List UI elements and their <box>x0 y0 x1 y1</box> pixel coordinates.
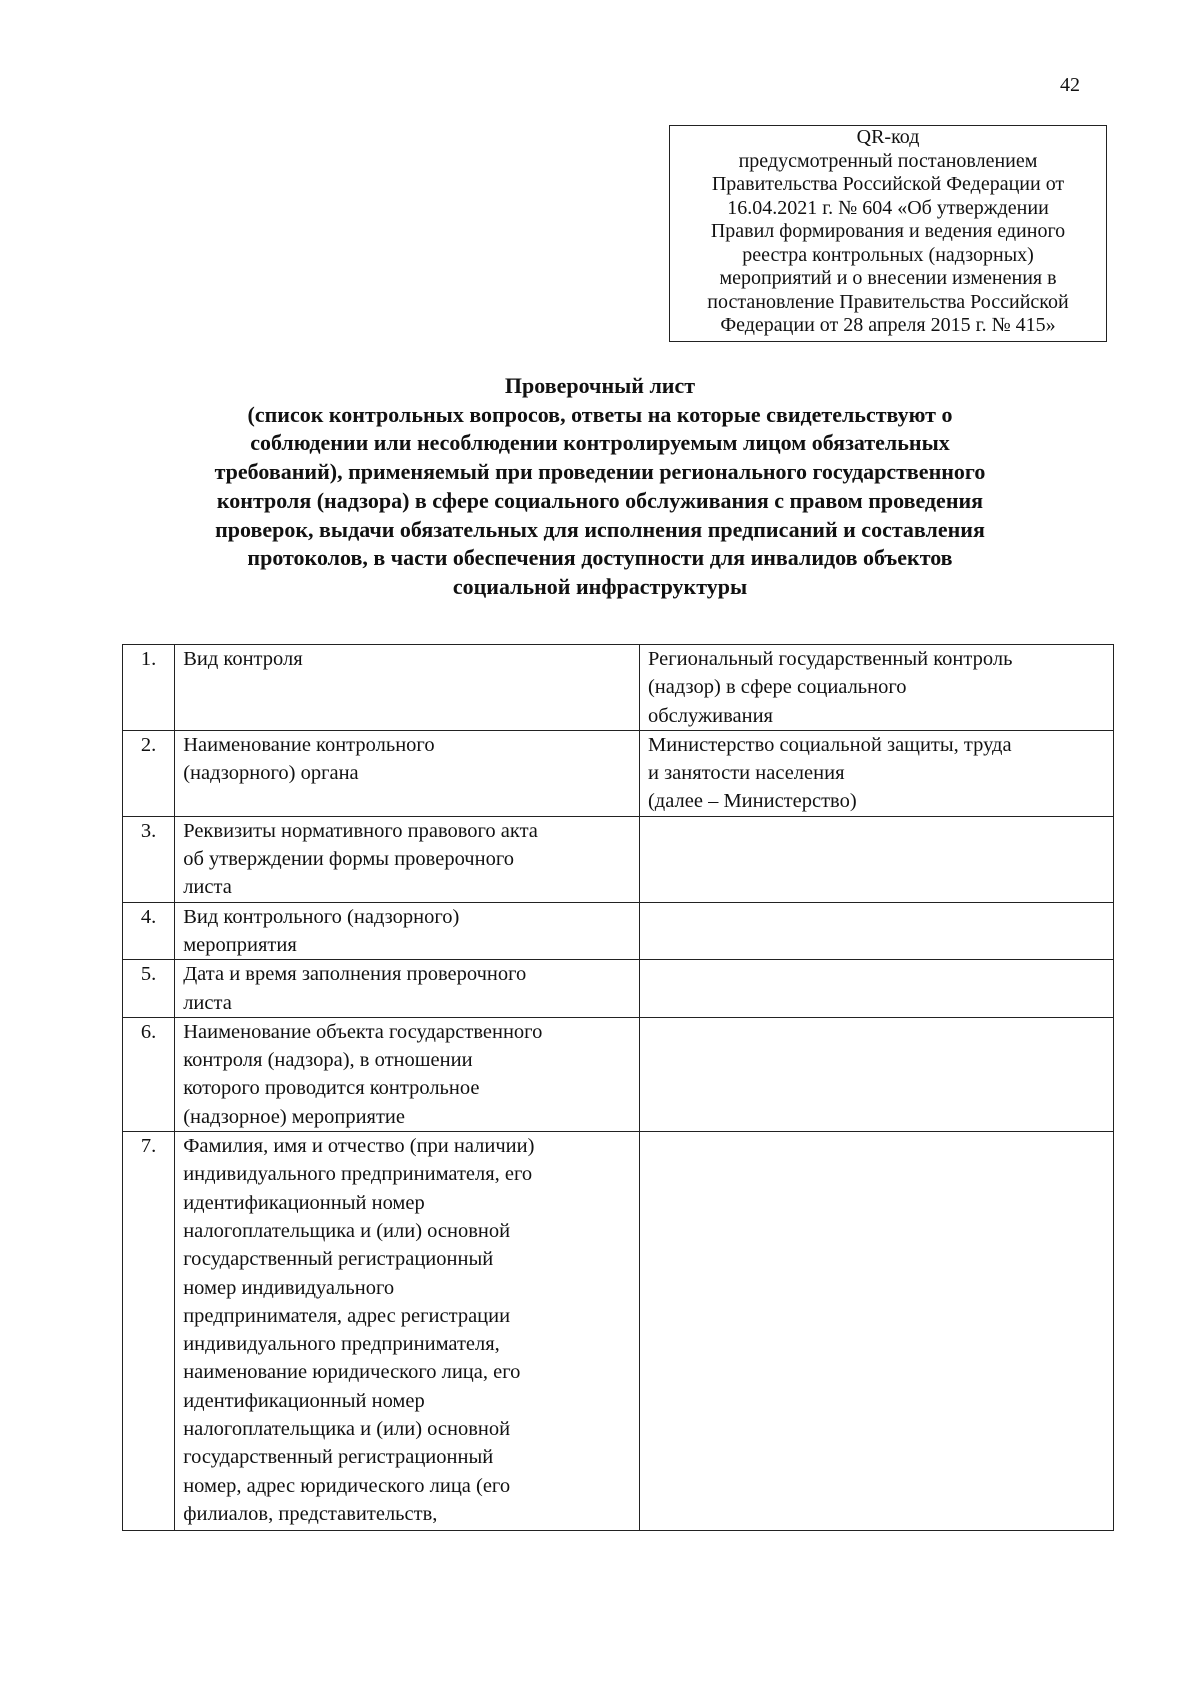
table-row <box>123 960 1114 1018</box>
row-label-line: Фамилия, имя и отчество (при наличии) <box>183 1135 535 1158</box>
row-value-line: (надзор) в сфере социального <box>647 676 907 699</box>
qr-box-line: предусмотренный постановлением <box>738 149 1038 172</box>
row-label-line: индивидуального предпринимателя, <box>183 1333 500 1356</box>
row-label-line: мероприятия <box>183 933 297 956</box>
qr-box-line: Правительства Российской Федерации от <box>711 173 1065 195</box>
table-row <box>123 645 1114 731</box>
row-number: 6. <box>123 1017 175 1131</box>
row-label-line: листа <box>183 876 232 899</box>
row-value <box>639 730 1113 816</box>
row-label-line: Вид контрольного (надзорного) <box>183 905 460 928</box>
qr-box-line: Правил формирования и ведения единого <box>710 220 1066 242</box>
row-label-line: государственный регистрационный <box>183 1446 494 1469</box>
qr-box-line: мероприятий и о внесении изменения в <box>719 267 1057 289</box>
qr-code-placeholder-box <box>669 125 1107 342</box>
row-number: 3. <box>123 816 175 902</box>
row-value-line: и занятости населения <box>647 762 845 785</box>
title-line: (список контрольных вопросов, ответы на которые свидетельствуют о <box>247 401 953 427</box>
row-value-line: обслуживания <box>647 704 773 727</box>
row-value <box>639 816 1113 902</box>
title-line: проверок, выдачи обязательных для исполнения предписаний и составления <box>215 516 985 542</box>
title-line: контроля (надзора) в сфере социального обслуживания с правом проведения <box>216 487 984 513</box>
title-line: требований), применяемый при проведении регионального государственного <box>214 459 986 485</box>
row-value <box>639 902 1113 960</box>
table-row <box>123 1017 1114 1131</box>
row-label-line: об утверждении формы проверочного <box>183 848 514 871</box>
row-value-line: Министерство социальной защиты, труда <box>647 733 1012 756</box>
row-label-line: листа <box>183 991 232 1014</box>
row-label-line: (надзорное) мероприятие <box>183 1105 405 1128</box>
row-value-line: Региональный государственный контроль <box>647 648 1013 670</box>
table-row <box>123 730 1114 816</box>
row-label-line: государственный регистрационный <box>183 1248 494 1271</box>
row-label-line: которого проводится контрольное <box>183 1077 480 1100</box>
row-number: 5. <box>123 960 175 1018</box>
row-label-line: налогоплательщика и (или) основной <box>183 1418 511 1441</box>
row-label <box>175 1017 640 1131</box>
row-number: 4. <box>123 902 175 960</box>
row-number: 1. <box>123 645 175 731</box>
row-value-line: (далее – Министерство) <box>647 790 857 813</box>
checklist-table <box>122 644 1114 1531</box>
row-number: 2. <box>123 730 175 816</box>
row-label-line: Наименование контрольного <box>183 733 435 756</box>
row-value <box>639 1017 1113 1131</box>
row-label <box>175 960 640 1018</box>
table-row <box>123 1132 1114 1531</box>
row-value <box>639 960 1113 1018</box>
title-line: Проверочный лист <box>504 373 696 398</box>
qr-box-line: Федерации от 28 апреля 2015 г. № 415» <box>720 314 1056 336</box>
row-label <box>175 902 640 960</box>
row-label-line: Наименование объекта государственного <box>183 1020 543 1043</box>
row-label <box>175 1132 640 1531</box>
row-label-line: предпринимателя, адрес регистрации <box>183 1304 511 1327</box>
qr-box-line: реестра контрольных (надзорных) <box>742 243 1034 266</box>
row-label-line: Дата и время заполнения проверочного <box>183 963 527 986</box>
row-label <box>175 816 640 902</box>
row-value <box>639 1132 1113 1531</box>
row-label-line: Вид контроля <box>183 648 303 670</box>
title-line: соблюдении или несоблюдении контролируемым лицом обязательных <box>250 430 950 456</box>
table-row <box>123 816 1114 902</box>
row-label-line: контроля (надзора), в отношении <box>183 1049 473 1072</box>
row-label-line: индивидуального предпринимателя, его <box>183 1163 533 1186</box>
qr-box-line: 16.04.2021 г. № 604 «Об утверждении <box>727 196 1049 219</box>
table-row <box>123 902 1114 960</box>
qr-box-line: QR-код <box>856 126 920 148</box>
row-label <box>175 730 640 816</box>
qr-box-line: постановление Правительства Российской <box>707 290 1069 313</box>
row-label-line: идентификационный номер <box>183 1191 425 1214</box>
row-label-line: наименование юридического лица, его <box>183 1361 521 1384</box>
row-number: 7. <box>123 1132 175 1531</box>
row-label <box>175 645 640 731</box>
title-line: социальной инфраструктуры <box>452 573 748 599</box>
title-line: протоколов, в части обеспечения доступности для инвалидов объектов <box>247 545 953 571</box>
row-label-line: номер индивидуального <box>183 1276 395 1299</box>
row-label-line: идентификационный номер <box>183 1389 425 1412</box>
page-number: 42 <box>1060 74 1080 96</box>
row-value <box>639 645 1113 731</box>
row-label-line: номер, адрес юридического лица (его <box>183 1474 511 1497</box>
row-label-line: (надзорного) органа <box>183 762 359 785</box>
row-label-line: налогоплательщика и (или) основной <box>183 1219 511 1242</box>
row-label-line: филиалов, представительств, <box>183 1502 438 1525</box>
document-title <box>150 372 1050 602</box>
row-label-line: Реквизиты нормативного правового акта <box>183 819 538 842</box>
